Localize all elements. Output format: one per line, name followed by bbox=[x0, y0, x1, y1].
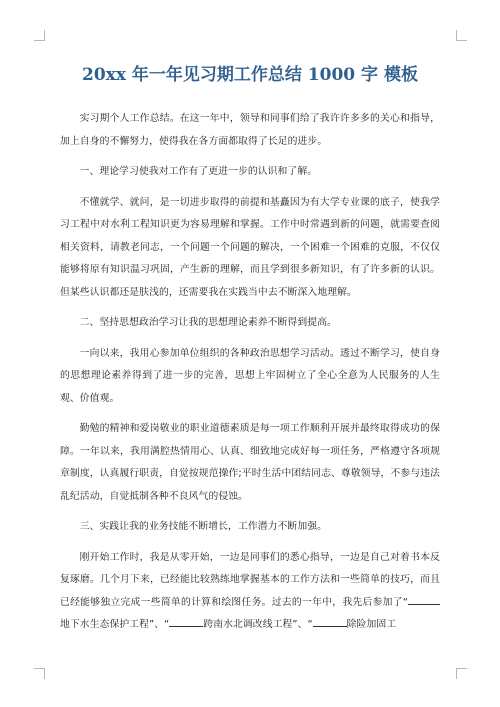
paragraph-political-study: 一向以来，我用心参加单位组织的各种政治思想学习活动。透过不断学习，使自身的思想理论素养得到了进一步的完善，思想上牢固树立了全心全意为人民服务的人生观、价值观。 bbox=[60, 347, 440, 404]
paragraph-intro: 实习期个人工作总结。在这一年中，领导和同事们给了我许许多多的关心和指导，加上自身的不懈努力，使得我在各方面都取得了长足的进步。 bbox=[60, 113, 440, 147]
document-page bbox=[60, 62, 440, 645]
project-name: 地下水生态保护工程”、“ bbox=[60, 619, 170, 630]
heading-theory-study: 一、理论学习使我对工作有了更进一步的认识和了解。 bbox=[79, 166, 318, 177]
document-body bbox=[60, 108, 440, 637]
crop-mark-bottom-left bbox=[34, 668, 45, 679]
paragraph-work-ethic: 勤勉的精神和爱岗敬业的职业道德素质是每一项工作顺利开展并最终取得成功的保障。一年以来，我用满腔热情用心、认真、细致地完成好每一项任务，严格遵守各项规章制度，认真履行职责，自觉按规范操作;平时生活中团结同志、尊敬领导，不参与违法乱纪活动，自觉抵制各种不良风气的侵蚀。 bbox=[60, 423, 440, 502]
document-title: 20xx 年一年见习期工作总结 1000 字 模板 bbox=[82, 65, 418, 85]
crop-mark-bottom-right bbox=[456, 668, 467, 679]
paragraph-practice bbox=[60, 547, 440, 637]
blank-line bbox=[313, 616, 347, 627]
blank-line bbox=[408, 594, 440, 605]
heading-political-study: 二、坚持思想政治学习让我的思想理论素养不断得到提高。 bbox=[79, 317, 337, 328]
project-name: 跨南水北调改线工程”、“ bbox=[203, 619, 313, 630]
paragraph-practice-text: 刚开始工作时，我是从零开始，一边是同事们的悉心指导，一边是自己对着书本反复琢磨。几个月下来，已经能比较熟练地掌握基本的工作方法和一些简单的技巧，而且已经能够独立完成一些简单的计算和绘图任务。过去的一年中，我先后参加了“ bbox=[60, 551, 440, 608]
blank-line bbox=[169, 616, 203, 627]
paragraph-theory-study: 不懂就学、就问，是一切进步取得的前提和基矗因为有大学专业课的底子，使我学习工程中对水利工程知识更为容易理解和掌握。工作中时常遇到新的问题，就需要查阅相关资料，请教老同志，一个问题一个问题的解决，一个困难一个困难的克服，不仅仅能够将原有知识温习巩固，产生新的理解，而且学到很多新知识，有了许多新的认识。但某些认识都还是肤浅的，还需要我在实践当中去不断深入地理解。 bbox=[60, 196, 440, 298]
heading-practice: 三、实践让我的业务技能不断增长，工作潜力不断加强。 bbox=[79, 521, 328, 532]
project-name: 除险加固工 bbox=[346, 619, 397, 630]
crop-mark-top-right bbox=[456, 30, 467, 41]
crop-mark-top-left bbox=[34, 30, 45, 41]
